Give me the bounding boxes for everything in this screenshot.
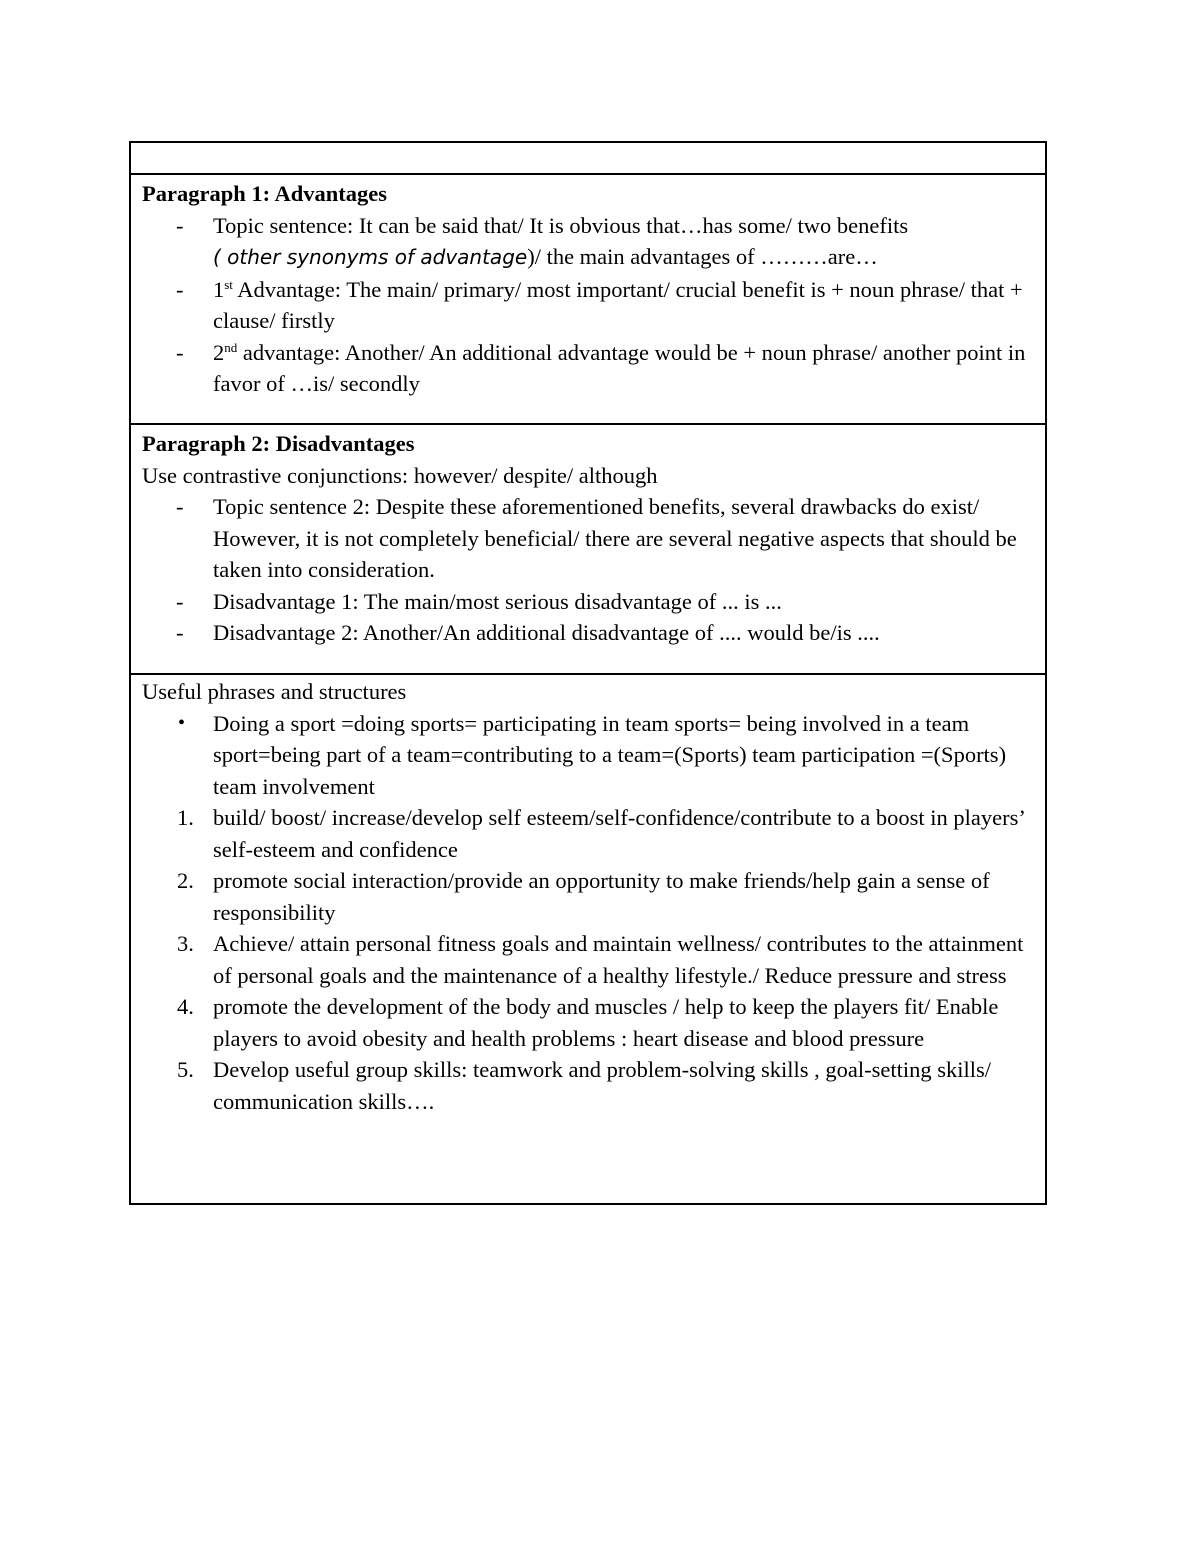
- list-item: [142, 928, 1033, 991]
- list-item: [142, 865, 1033, 928]
- list-item: [142, 617, 1033, 649]
- number-marker: 5.: [177, 1057, 194, 1082]
- item-text: promote the development of the body and muscles / help to keep the players fit/ Enable players to avoid obesity and health problems : heart disease and blood pressure: [213, 994, 999, 1051]
- numbered-list: [142, 802, 1033, 1117]
- dash-marker: -: [176, 212, 184, 238]
- item-italic-text: ( other synonyms of advantage: [213, 245, 528, 269]
- bullet-list: [142, 708, 1033, 803]
- item-text: build/ boost/ increase/develop self esteem/self-confidence/contribute to a boost in players’ self-esteem and confidence: [213, 805, 1025, 862]
- list-item: [142, 491, 1033, 586]
- list-item: [142, 991, 1033, 1054]
- empty-header-row: [131, 143, 1045, 173]
- item-text: promote social interaction/provide an opportunity to make friends/help gain a sense of responsibility: [213, 868, 990, 925]
- ordinal-number: 1: [213, 276, 225, 302]
- number-marker: 2.: [177, 868, 194, 893]
- ordinal-suffix: nd: [224, 339, 238, 355]
- item-text-rest: )/ the main advantages of ………are…: [527, 244, 878, 269]
- useful-phrases-cell: [131, 673, 1045, 1203]
- bullet-marker: •: [178, 711, 186, 734]
- useful-phrases-heading: Useful phrases and structures: [142, 679, 407, 704]
- outline-table: [129, 141, 1047, 1205]
- dash-marker: -: [176, 339, 184, 365]
- item-text: Topic sentence: It can be said that/ It is obvious that…has some/ two benefits: [213, 212, 909, 238]
- item-text: Doing a sport =doing sports= participating in team sports= being involved in a team sport=being part of a team=contributing to a team=(Sports) team participation =(Sports) team involvement: [213, 710, 1007, 799]
- dash-marker: -: [176, 494, 184, 519]
- item-text: Achieve/ attain personal fitness goals and maintain wellness/ contributes to the attainment of personal goals and the maintenance of a healthy lifestyle./ Reduce pressure and stress: [213, 931, 1024, 988]
- ordinal-suffix: st: [224, 276, 233, 292]
- paragraph-1-cell: [131, 173, 1045, 423]
- paragraph-2-intro: Use contrastive conjunctions: however/ despite/ although: [142, 462, 658, 488]
- number-marker: 4.: [177, 994, 194, 1019]
- number-marker: 3.: [177, 931, 194, 956]
- item-text: Develop useful group skills: teamwork and problem-solving skills , goal-setting skills/ communication skills….: [213, 1057, 992, 1114]
- list-item: [142, 337, 1033, 400]
- item-text: advantage: Another/ An additional advantage would be + noun phrase/ another point in favor of …is/ secondly: [213, 339, 1026, 396]
- list-item: [142, 274, 1033, 337]
- list-item: [142, 586, 1033, 618]
- number-marker: 1.: [177, 805, 194, 830]
- dash-marker: -: [176, 588, 184, 614]
- item-text: Disadvantage 1: The main/most serious disadvantage of ... is ...: [213, 588, 782, 614]
- paragraph-2-heading: Paragraph 2: Disadvantages: [142, 431, 415, 456]
- paragraph-2-list: [142, 491, 1033, 649]
- list-item: [142, 210, 1033, 274]
- list-item: [142, 1054, 1033, 1117]
- item-text: Advantage: The main/ primary/ most important/ crucial benefit is + noun phrase/ that + clause/ firstly: [213, 276, 1023, 333]
- paragraph-1-heading: Paragraph 1: Advantages: [142, 181, 388, 206]
- dash-marker: -: [176, 620, 184, 645]
- item-text: Disadvantage 2: Another/An additional disadvantage of .... would be/is ....: [213, 620, 880, 645]
- list-item: [142, 802, 1033, 865]
- paragraph-1-list: [142, 210, 1033, 400]
- item-text: Topic sentence 2: Despite these aforementioned benefits, several drawbacks do exist/ However, it is not completely beneficial/ there are several negative aspects that should be taken into consideration.: [213, 494, 1017, 582]
- paragraph-2-cell: [131, 423, 1045, 673]
- dash-marker: -: [176, 276, 184, 302]
- ordinal-number: 2: [213, 339, 225, 365]
- list-item: [142, 708, 1033, 803]
